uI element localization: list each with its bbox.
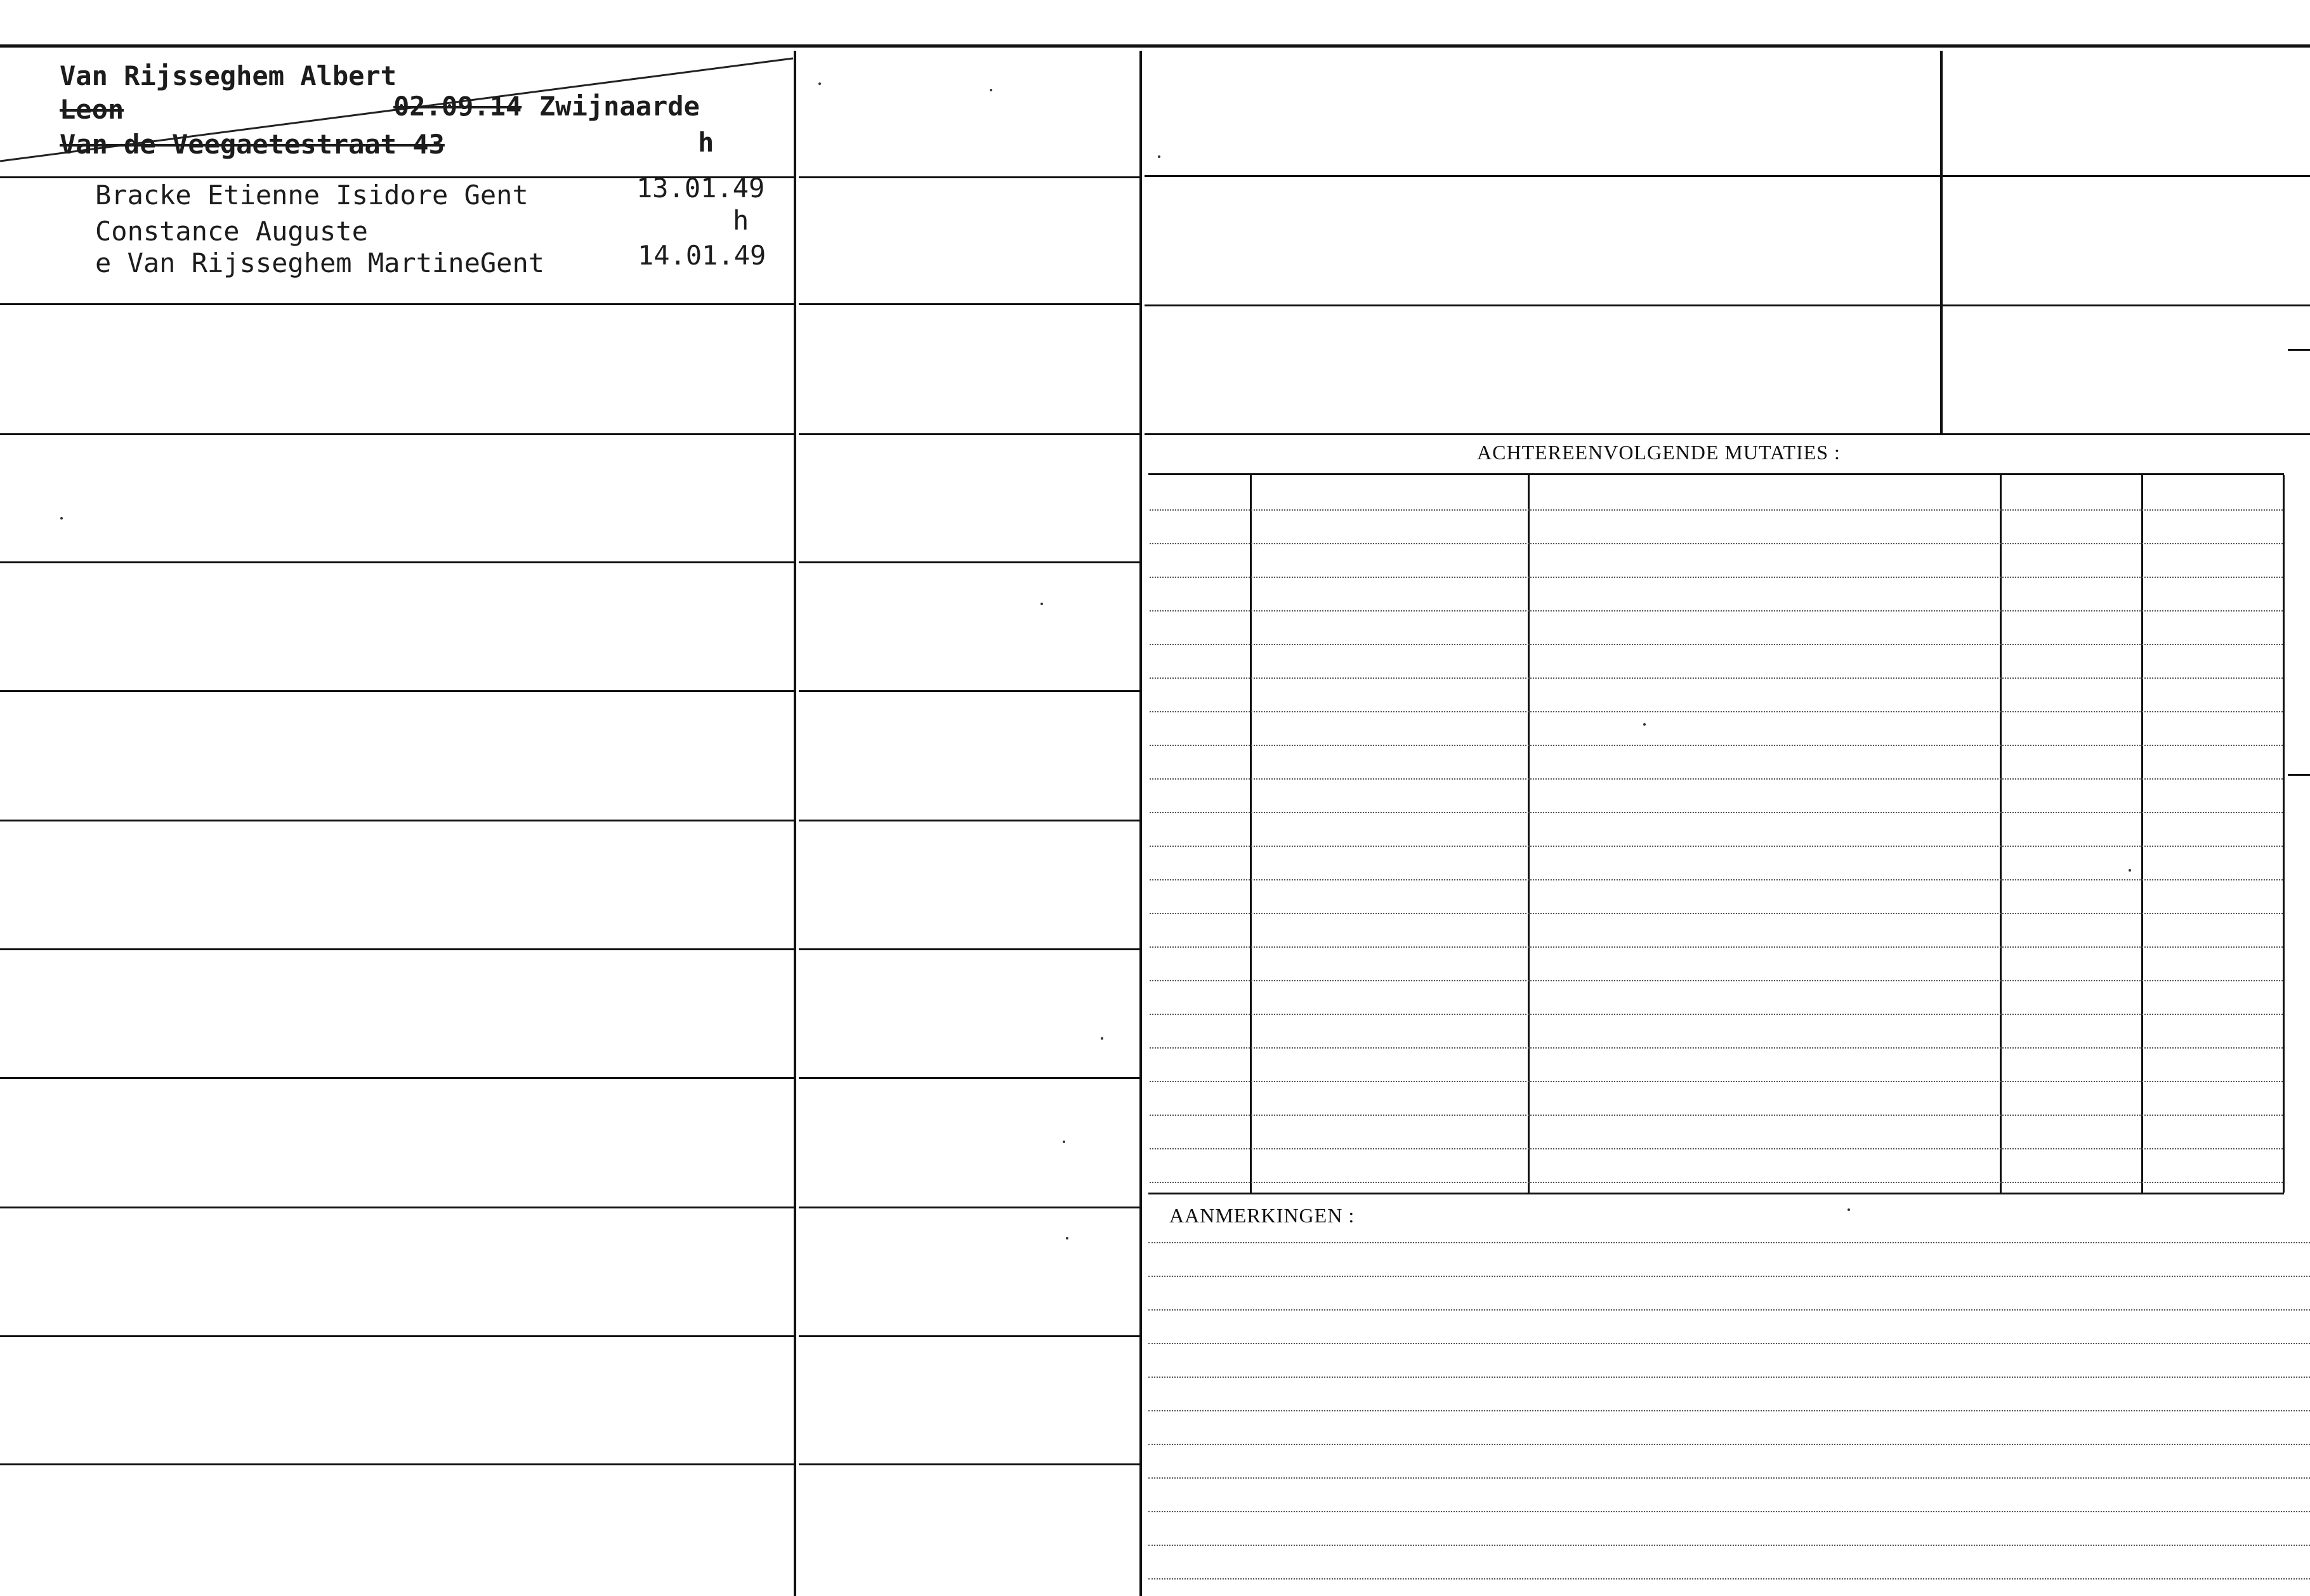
row-rule [799, 820, 1139, 821]
mutations-row-line [1150, 543, 2283, 544]
row-rule [799, 1463, 1139, 1465]
margin-tick [2288, 774, 2310, 776]
mutations-row-line [1150, 946, 2283, 948]
mutations-row-line [1150, 644, 2283, 645]
row-rule [799, 690, 1139, 692]
scan-speck [1643, 723, 1646, 726]
scan-speck [60, 517, 63, 520]
mutations-row-line [1150, 913, 2283, 914]
remarks-row-line [1148, 1444, 2310, 1445]
remarks-row-line [1148, 1242, 2310, 1243]
mutations-row-line [1150, 1115, 2283, 1116]
remarks-row-line [1148, 1276, 2310, 1277]
mutations-row-line [1150, 509, 2283, 511]
scan-speck [1101, 1037, 1103, 1040]
remarks-row-line [1148, 1410, 2310, 1411]
scan-speck [990, 89, 992, 91]
mutations-row-line [1150, 577, 2283, 578]
mutations-title: ACHTEREENVOLGENDE MUTATIES : [1477, 441, 1841, 464]
row-rule [799, 561, 1139, 563]
row-rule [0, 690, 794, 692]
row-rule [799, 433, 1139, 435]
mutations-table-top [1148, 473, 2284, 475]
mutations-row-line [1150, 1014, 2283, 1015]
entry-birth-place: Zwijnaarde [539, 91, 700, 122]
scan-speck [1847, 1208, 1850, 1211]
mutations-row-line [1150, 745, 2283, 746]
scan-speck [1063, 1141, 1065, 1143]
mutations-row-line [1150, 778, 2283, 780]
row-rule [799, 1335, 1139, 1337]
entry-address: Van de Veegaetestraat 43 [60, 129, 445, 160]
remarks-row-line [1148, 1477, 2310, 1479]
column-divider-3 [1940, 51, 1943, 435]
remarks-row-line [1148, 1578, 2310, 1580]
remarks-row-line [1148, 1511, 2310, 1512]
entry-name-line: Van Rijsseghem Albert [60, 60, 397, 91]
mutations-row-line [1150, 610, 2283, 612]
entry-mark: h [698, 127, 714, 158]
row-rule [0, 948, 794, 950]
row-rule [0, 820, 794, 821]
row-rule [799, 948, 1139, 950]
spouse-date-1: 13.01.49 [636, 173, 765, 204]
mutations-row-line [1150, 1148, 2283, 1149]
margin-tick [2288, 349, 2310, 351]
mutations-col-divider [1250, 475, 1252, 1193]
row-rule [799, 303, 1139, 305]
column-divider-2 [1139, 51, 1142, 1596]
mutations-table-bottom [1148, 1193, 2284, 1194]
row-rule [799, 1077, 1139, 1079]
mutations-row-line [1150, 677, 2283, 679]
card-top-edge [0, 44, 2310, 48]
mutations-col-divider [2000, 475, 2002, 1193]
mutations-row-line [1150, 1081, 2283, 1082]
mutations-row-line [1150, 1182, 2283, 1183]
column-divider-1 [794, 51, 796, 1596]
spouse-line-3: e Van Rijsseghem MartineGent [95, 247, 545, 278]
entry-birth-date: 02.09.14 [393, 91, 522, 122]
row-rule [1145, 304, 2310, 306]
row-rule [0, 433, 794, 435]
mutations-row-line [1150, 711, 2283, 712]
mutations-col-divider [2141, 475, 2143, 1193]
mutations-row-line [1150, 980, 2283, 981]
scan-speck [1066, 1237, 1068, 1240]
mutations-row-line [1150, 1047, 2283, 1049]
row-rule [1145, 175, 2310, 177]
mutations-row-line [1150, 812, 2283, 813]
row-rule [799, 176, 1139, 178]
row-rule [1145, 433, 2310, 435]
spouse-line-1: Bracke Etienne Isidore Gent [95, 180, 528, 211]
row-rule [0, 561, 794, 563]
row-rule [0, 1335, 794, 1337]
remarks-row-line [1148, 1343, 2310, 1344]
remarks-row-line [1148, 1309, 2310, 1311]
scan-speck [1158, 155, 1160, 158]
mutations-col-divider [1528, 475, 1530, 1193]
spouse-line-2: Constance Auguste [95, 216, 368, 247]
remarks-row-line [1148, 1377, 2310, 1378]
mutations-row-line [1150, 879, 2283, 880]
row-rule [0, 1463, 794, 1465]
scan-speck [818, 82, 821, 85]
spouse-mark: h [733, 205, 749, 236]
scan-speck [1040, 603, 1043, 605]
remarks-title: AANMERKINGEN : [1169, 1204, 1355, 1227]
mutations-row-line [1150, 846, 2283, 847]
mutations-col-divider [2283, 475, 2285, 1193]
remarks-row-line [1148, 1545, 2310, 1546]
entry-given-name: Leon [60, 94, 124, 125]
spouse-date-2: 14.01.49 [638, 240, 766, 271]
row-rule [0, 1077, 794, 1079]
row-rule [0, 1207, 794, 1208]
row-rule [799, 1207, 1139, 1208]
scan-speck [2129, 869, 2131, 872]
row-rule [0, 303, 794, 305]
